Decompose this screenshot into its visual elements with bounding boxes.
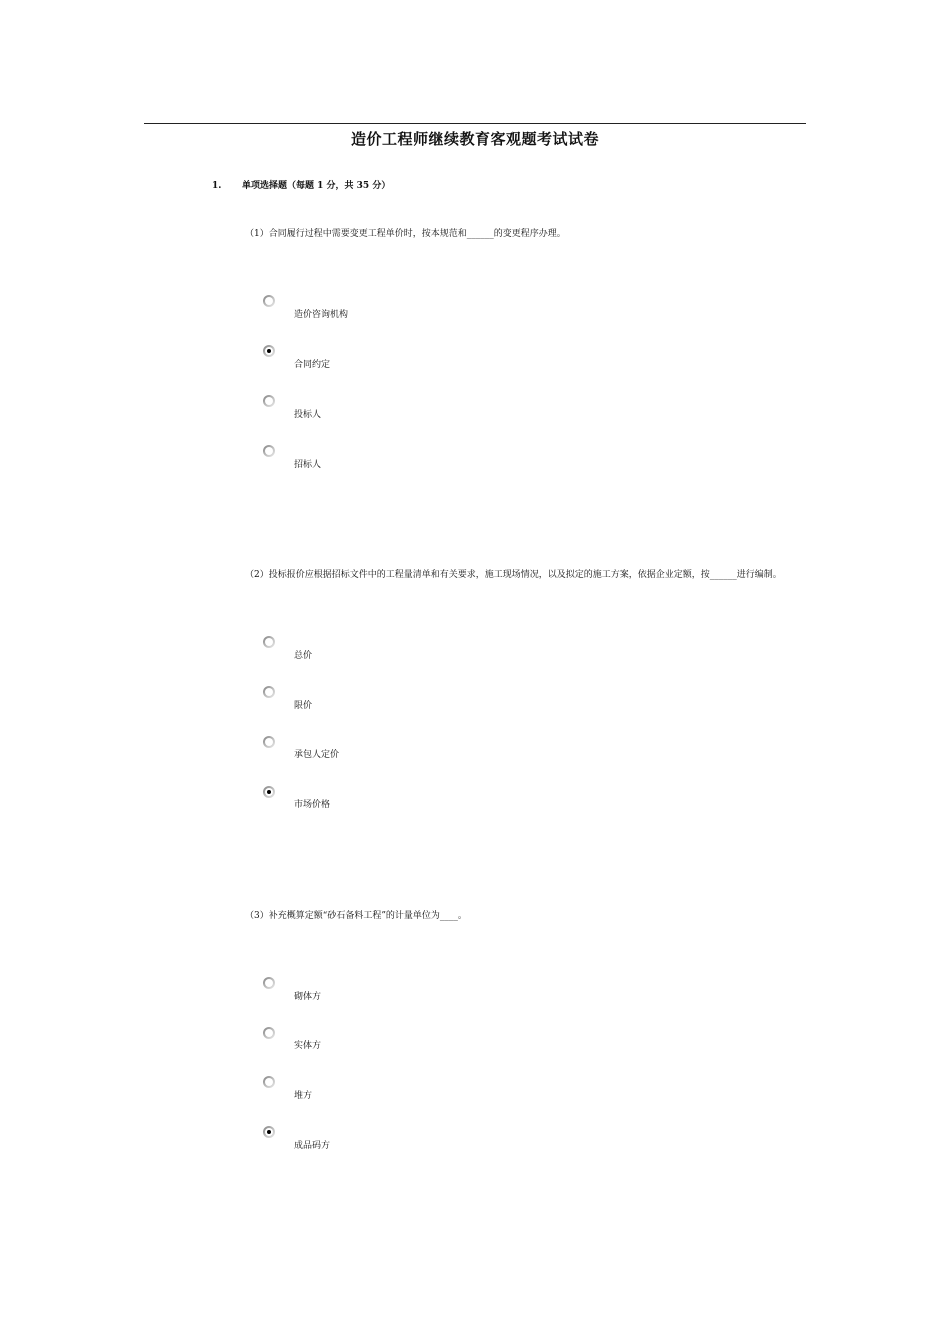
q2-option-3-label[interactable]: 承包人定价 — [294, 750, 340, 760]
q3-option-2-label[interactable]: 实体方 — [294, 1041, 322, 1051]
q1-option-1-radio[interactable] — [263, 295, 275, 307]
q2-option-4-radio[interactable] — [263, 786, 275, 798]
q2-option-2-radio[interactable] — [263, 686, 275, 698]
section-heading-text: 单项选择题（每题 1 分，共 35 分） — [242, 181, 391, 191]
q1-option-2-label[interactable]: 合同约定 — [294, 360, 331, 370]
q1-option-3-label[interactable]: 投标人 — [294, 410, 322, 420]
q3-option-3-radio[interactable] — [263, 1076, 275, 1088]
q3-option-1-radio[interactable] — [263, 977, 275, 989]
q2-option-1-label[interactable]: 总价 — [294, 651, 313, 661]
question-3-text: （3）补充概算定额“砂石备料工程”的计量单位为____。 — [245, 911, 467, 921]
document-title: 造价工程师继续教育客观题考试试卷 — [350, 130, 599, 148]
section-number: 1. — [212, 181, 222, 191]
q3-option-4-label[interactable]: 成品码方 — [294, 1141, 331, 1151]
q1-option-4-label[interactable]: 招标人 — [294, 460, 322, 470]
q1-option-2-radio[interactable] — [263, 345, 275, 357]
question-1-text: （1）合同履行过程中需要变更工程单价时，按本规范和______的变更程序办理。 — [245, 229, 566, 239]
title-rule — [144, 123, 806, 124]
q2-option-4-label[interactable]: 市场价格 — [294, 800, 331, 810]
q2-option-1-radio[interactable] — [263, 636, 275, 648]
section-heading — [212, 178, 390, 191]
q3-option-2-radio[interactable] — [263, 1027, 275, 1039]
q2-option-3-radio[interactable] — [263, 736, 275, 748]
q1-option-4-radio[interactable] — [263, 445, 275, 457]
q1-option-3-radio[interactable] — [263, 395, 275, 407]
q3-option-1-label[interactable]: 砌体方 — [294, 992, 322, 1002]
q2-option-2-label[interactable]: 限价 — [294, 701, 313, 711]
q1-option-1-label[interactable]: 造价咨询机构 — [294, 310, 349, 320]
q3-option-3-label[interactable]: 堆方 — [294, 1091, 313, 1101]
q3-option-4-radio[interactable] — [263, 1126, 275, 1138]
question-2-text: （2）投标报价应根据招标文件中的工程量清单和有关要求，施工现场情况，以及拟定的施工方案，依据企业定额，按______进行编制。 — [245, 570, 782, 580]
